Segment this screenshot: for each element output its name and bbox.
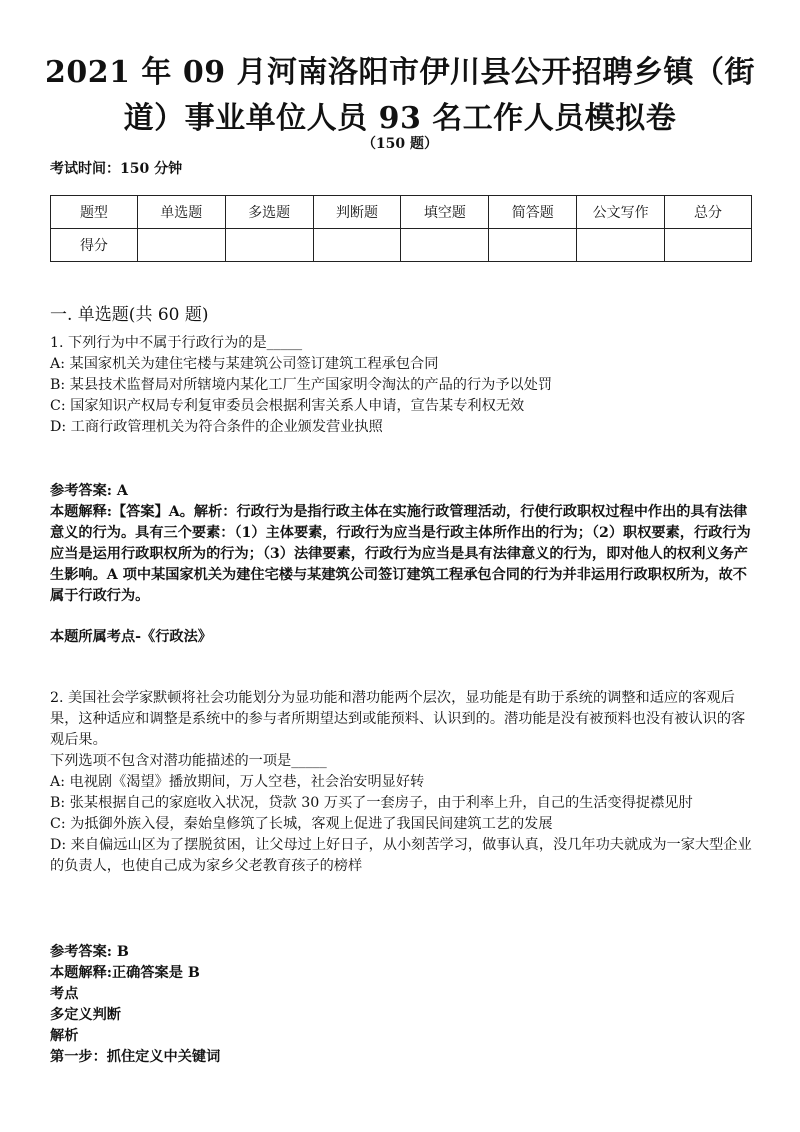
- document-title-line-2: 道）事业单位人员 93 名工作人员模拟卷: [123, 101, 677, 136]
- score-table-score-row: [51, 229, 752, 262]
- answer-option: C: 为抵御外族入侵，秦始皇修筑了长城，客观上促进了我国民间建筑工艺的发展: [50, 816, 553, 832]
- solution-line: 考点: [50, 986, 79, 1002]
- score-table-header: 总分: [665, 196, 752, 229]
- answer-explanation: 本题解释:正确答案是 B: [50, 965, 200, 981]
- reference-answer: 参考答案: B: [50, 944, 129, 960]
- answer-option: D: 来自偏远山区为了摆脱贫困，让父母过上好日子，从小刻苦学习，做事认真，没几年功夫就成为一家大型企业的负责人，也使自己成为家乡父老教育孩子的榜样: [50, 837, 752, 874]
- question-2-solution: [50, 942, 754, 1068]
- score-row-label: 得分: [51, 229, 138, 262]
- question-stem: 2. 美国社会学家默顿将社会功能划分为显功能和潜功能两个层次，显功能是有助于系统的调整和适应的客观后果，这种适应和调整是系统中的参与者所期望达到或能预料、认识到的。潜功能是没有被预料也没有被认识的客观后果。: [50, 690, 746, 748]
- score-table-header: 简答题: [489, 196, 577, 229]
- score-table-header: 判断题: [313, 196, 401, 229]
- score-table-header: 填空题: [401, 196, 489, 229]
- answer-option: B: 某县技术监督局对所辖境内某化工厂生产国家明令淘汰的产品的行为予以处罚: [50, 377, 553, 393]
- question-2: [50, 688, 754, 877]
- answer-option: A: 电视剧《渴望》播放期间，万人空巷，社会治安明显好转: [50, 774, 425, 790]
- answer-option: D: 工商行政管理机关为符合条件的企业颁发营业执照: [50, 419, 383, 435]
- score-cell: [401, 229, 489, 262]
- score-cell: [313, 229, 401, 262]
- score-table-header-row: [51, 196, 752, 229]
- question-stem: 1. 下列行为中不属于行政行为的是_____: [50, 335, 303, 351]
- question-1-solution: [50, 481, 754, 607]
- solution-line: 解析: [50, 1028, 79, 1044]
- score-table-header: 单选题: [137, 196, 225, 229]
- section-heading: 一. 单选题(共 60 题): [50, 305, 209, 325]
- answer-option: C: 国家知识产权局专利复审委员会根据利害关系人申请，宣告某专利权无效: [50, 398, 525, 414]
- question-1: [50, 333, 754, 438]
- question-1-topic: 本题所属考点-《行政法》: [50, 629, 212, 645]
- question-count: （150 题）: [361, 136, 439, 152]
- score-cell: [489, 229, 577, 262]
- score-cell: [665, 229, 752, 262]
- solution-line: 多定义判断: [50, 1007, 121, 1023]
- score-table-header: 公文写作: [577, 196, 665, 229]
- score-table: [50, 195, 752, 262]
- score-cell: [225, 229, 313, 262]
- score-cell: [577, 229, 665, 262]
- solution-line: 第一步：抓住定义中关键词: [50, 1049, 221, 1065]
- answer-option: A: 某国家机关为建住宅楼与某建筑公司签订建筑工程承包合同: [50, 356, 439, 372]
- answer-explanation: 本题解释:【答案】A。解析：行政行为是指行政主体在实施行政管理活动，行使行政职权过程中作出的具有法律意义的行为。具有三个要素：（1）主体要素，行政行为应当是行政主体所作出的行为；（2）职权要素，行政行为应当是运用行政职权所为的行为；（3）法律要素，行政行为应当是具有法律意义的行为，即对他人的权利义务产生影响。A 项中某国家机关为建住宅楼与某建筑公司签订建筑工程承包合同的行为并非运用行政职权所为，故不属于行政行为。: [50, 504, 751, 604]
- score-cell: [137, 229, 225, 262]
- score-table-header: 题型: [51, 196, 138, 229]
- score-table-header: 多选题: [225, 196, 313, 229]
- answer-option: B: 张某根据自己的家庭收入状况，贷款 30 万买了一套房子，由于利率上升，自己的生活变得捉襟见肘: [50, 795, 693, 811]
- question-prompt: 下列选项不包含对潜功能描述的一项是_____: [50, 753, 327, 769]
- exam-time: 考试时间：150 分钟: [50, 161, 183, 177]
- document-title-line-1: 2021 年 09 月河南洛阳市伊川县公开招聘乡镇（街: [44, 55, 756, 90]
- reference-answer: 参考答案: A: [50, 483, 128, 499]
